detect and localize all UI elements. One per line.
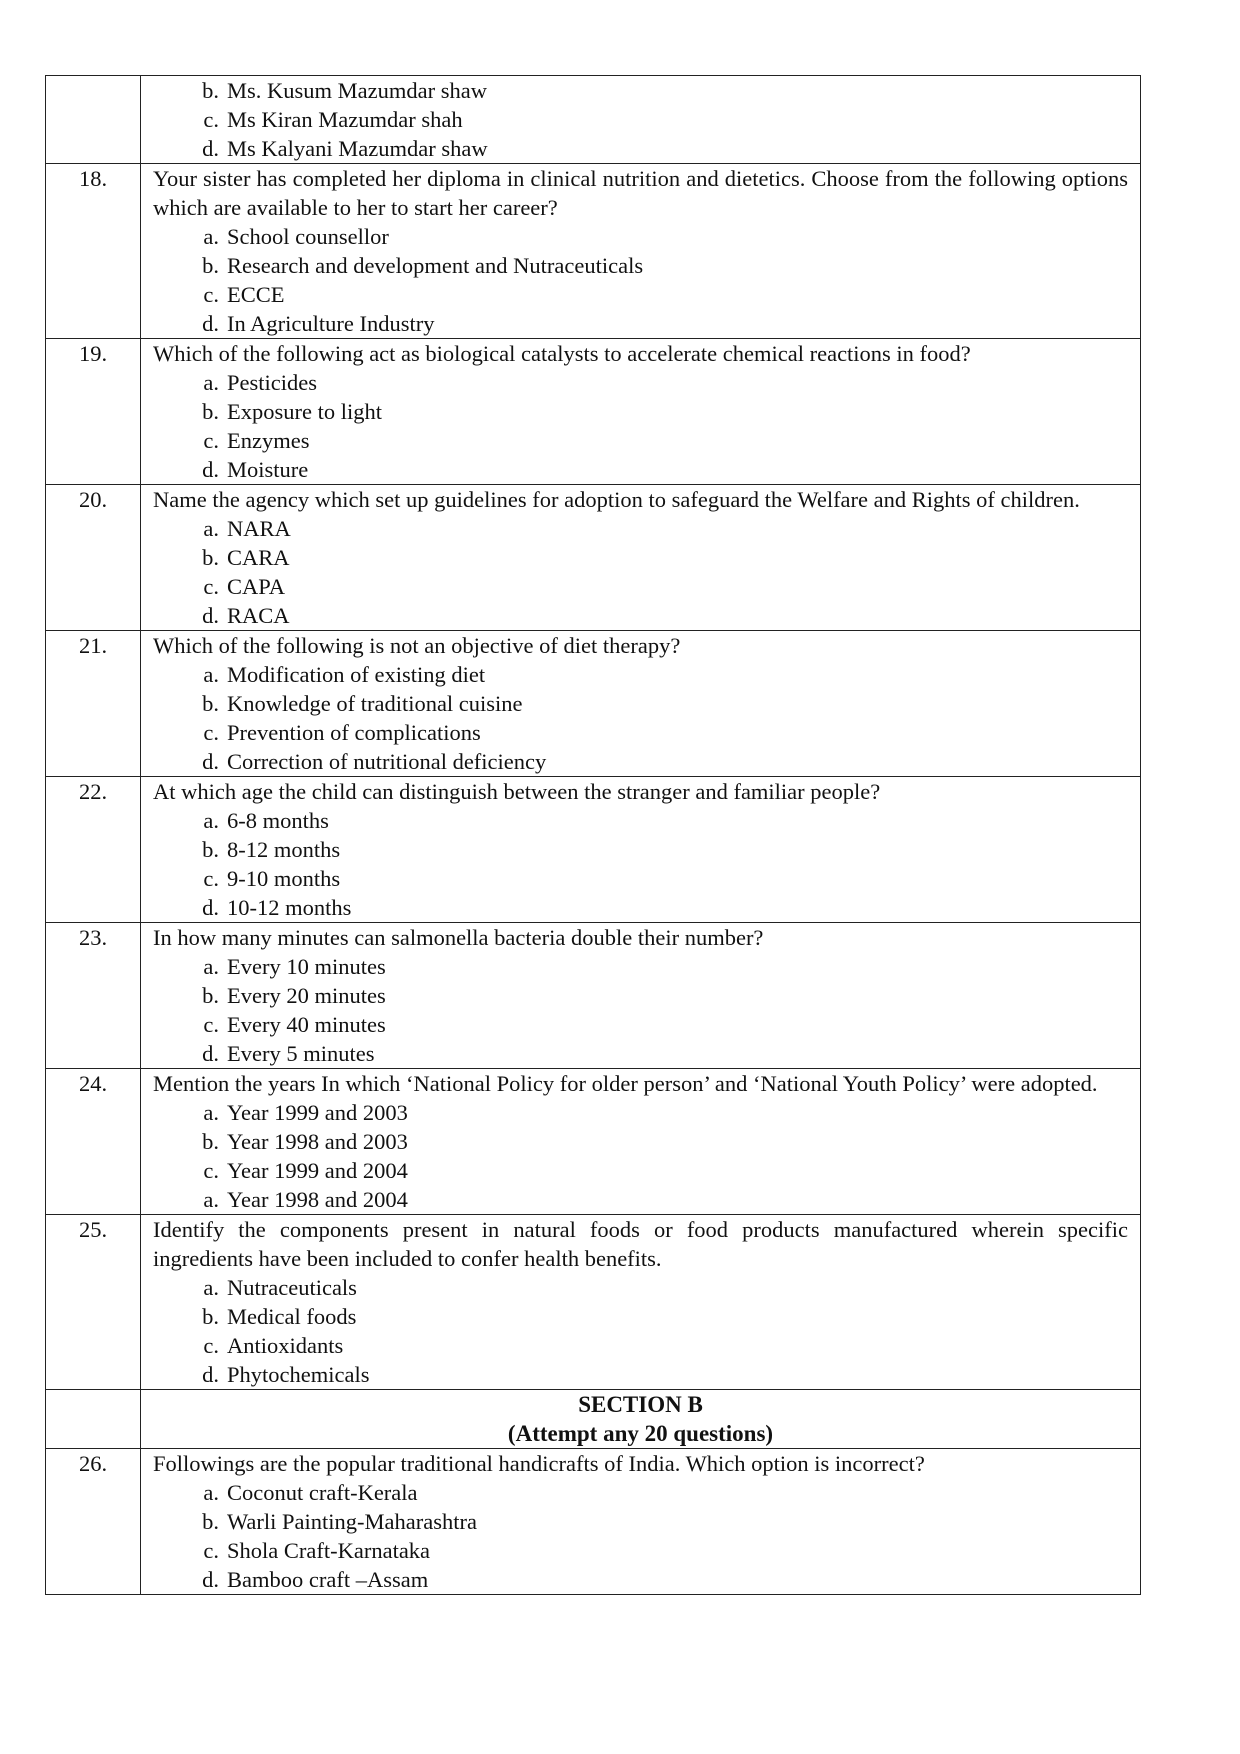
question-table-body bbox=[46, 76, 1141, 1595]
option-text: ECCE bbox=[227, 282, 285, 307]
option-letter: a. bbox=[203, 1100, 219, 1125]
question-content-cell bbox=[141, 1069, 1141, 1215]
question-number: 22. bbox=[46, 777, 141, 923]
option-item bbox=[141, 981, 1140, 1010]
question-number: 19. bbox=[46, 339, 141, 485]
exam-question-table bbox=[45, 75, 1141, 1595]
option-letter: c. bbox=[203, 1012, 219, 1037]
option-letter: c. bbox=[203, 720, 219, 745]
option-text: Every 10 minutes bbox=[227, 954, 386, 979]
option-text: Year 1998 and 2004 bbox=[227, 1187, 408, 1212]
question-row bbox=[46, 777, 1141, 923]
option-text: Ms Kiran Mazumdar shah bbox=[227, 107, 463, 132]
option-item bbox=[141, 134, 1140, 163]
question-text: Mention the years In which ‘National Policy for older person’ and ‘National Youth Policy’ were adopted. bbox=[153, 1071, 1098, 1096]
question-content-cell bbox=[141, 1215, 1141, 1390]
option-item bbox=[141, 1156, 1140, 1185]
option-item bbox=[141, 309, 1140, 338]
section-header-cell bbox=[141, 1390, 1141, 1449]
option-item bbox=[141, 76, 1140, 105]
option-letter: a. bbox=[203, 1480, 219, 1505]
option-letter: b. bbox=[202, 399, 219, 424]
option-item bbox=[141, 864, 1140, 893]
option-text: Moisture bbox=[227, 457, 309, 482]
question-row bbox=[46, 485, 1141, 631]
options-list bbox=[141, 952, 1140, 1068]
option-text: RACA bbox=[227, 603, 290, 628]
option-letter: b. bbox=[202, 78, 219, 103]
option-text: Every 20 minutes bbox=[227, 983, 386, 1008]
option-letter: c. bbox=[203, 1333, 219, 1358]
question-text: Your sister has completed her diploma in clinical nutrition and dietetics. Choose from the following options which are available to her to start her career? bbox=[153, 166, 1128, 220]
option-text: CARA bbox=[227, 545, 290, 570]
option-text: Enzymes bbox=[227, 428, 310, 453]
section-header-row bbox=[46, 1390, 1141, 1449]
question-row bbox=[46, 1449, 1141, 1595]
option-letter: a. bbox=[203, 1275, 219, 1300]
options-list bbox=[141, 368, 1140, 484]
section-title: SECTION B bbox=[578, 1392, 703, 1417]
option-letter: b. bbox=[202, 545, 219, 570]
option-letter: d. bbox=[202, 136, 219, 161]
question-number: 23. bbox=[46, 923, 141, 1069]
option-text: Every 40 minutes bbox=[227, 1012, 386, 1037]
option-letter: c. bbox=[203, 428, 219, 453]
option-text: Coconut craft-Kerala bbox=[227, 1480, 418, 1505]
option-item bbox=[141, 1565, 1140, 1594]
question-row bbox=[46, 1069, 1141, 1215]
option-text: CAPA bbox=[227, 574, 285, 599]
question-content-cell bbox=[141, 164, 1141, 339]
option-item bbox=[141, 1507, 1140, 1536]
question-number: 21. bbox=[46, 631, 141, 777]
question-content-cell bbox=[141, 339, 1141, 485]
option-letter: a. bbox=[203, 516, 219, 541]
options-list bbox=[141, 514, 1140, 630]
option-letter: d. bbox=[202, 457, 219, 482]
option-letter: d. bbox=[202, 1362, 219, 1387]
options-list bbox=[141, 1098, 1140, 1214]
option-item bbox=[141, 1536, 1140, 1565]
option-letter: a. bbox=[203, 224, 219, 249]
option-letter: c. bbox=[203, 866, 219, 891]
option-text: Exposure to light bbox=[227, 399, 382, 424]
option-text: Year 1999 and 2004 bbox=[227, 1158, 408, 1183]
option-text: 9-10 months bbox=[227, 866, 341, 891]
option-text: In Agriculture Industry bbox=[227, 311, 435, 336]
option-item bbox=[141, 514, 1140, 543]
option-text: Phytochemicals bbox=[227, 1362, 370, 1387]
option-item bbox=[141, 280, 1140, 309]
question-text: In how many minutes can salmonella bacteria double their number? bbox=[153, 925, 764, 950]
option-text: Year 1998 and 2003 bbox=[227, 1129, 408, 1154]
option-letter: b. bbox=[202, 691, 219, 716]
section-subtitle: (Attempt any 20 questions) bbox=[507, 1421, 774, 1446]
option-text: Pesticides bbox=[227, 370, 317, 395]
option-item bbox=[141, 251, 1140, 280]
option-item bbox=[141, 1360, 1140, 1389]
option-item bbox=[141, 601, 1140, 630]
question-number: 26. bbox=[46, 1449, 141, 1595]
option-letter: c. bbox=[203, 1158, 219, 1183]
option-item bbox=[141, 1273, 1140, 1302]
question-content-cell bbox=[141, 777, 1141, 923]
question-content-cell bbox=[141, 631, 1141, 777]
option-letter: a. bbox=[203, 954, 219, 979]
option-text: 10-12 months bbox=[227, 895, 352, 920]
option-text: Bamboo craft –Assam bbox=[227, 1567, 429, 1592]
option-item bbox=[141, 1098, 1140, 1127]
option-item bbox=[141, 747, 1140, 776]
option-letter: c. bbox=[203, 574, 219, 599]
question-number: 20. bbox=[46, 485, 141, 631]
option-text: Correction of nutritional deficiency bbox=[227, 749, 547, 774]
question-text: At which age the child can distinguish between the stranger and familiar people? bbox=[153, 779, 881, 804]
option-text: Antioxidants bbox=[227, 1333, 344, 1358]
options-list bbox=[141, 1273, 1140, 1389]
option-text: 8-12 months bbox=[227, 837, 341, 862]
option-letter: a. bbox=[203, 662, 219, 687]
option-text: Ms. Kusum Mazumdar shaw bbox=[227, 78, 487, 103]
question-number: 18. bbox=[46, 164, 141, 339]
question-text: Name the agency which set up guidelines for adoption to safeguard the Welfare and Rights of children. bbox=[153, 487, 1080, 512]
option-text: Knowledge of traditional cuisine bbox=[227, 691, 523, 716]
option-item bbox=[141, 689, 1140, 718]
option-letter: b. bbox=[202, 837, 219, 862]
question-number-cell bbox=[46, 76, 141, 164]
option-item bbox=[141, 1039, 1140, 1068]
option-letter: d. bbox=[202, 895, 219, 920]
option-item bbox=[141, 426, 1140, 455]
option-item bbox=[141, 1010, 1140, 1039]
question-text: Which of the following is not an objective of diet therapy? bbox=[153, 633, 681, 658]
question-row bbox=[46, 164, 1141, 339]
option-text: Shola Craft-Karnataka bbox=[227, 1538, 431, 1563]
option-letter: d. bbox=[202, 603, 219, 628]
question-content-cell bbox=[141, 923, 1141, 1069]
option-letter: d. bbox=[202, 311, 219, 336]
question-row bbox=[46, 631, 1141, 777]
option-text: Year 1999 and 2003 bbox=[227, 1100, 408, 1125]
option-item bbox=[141, 1478, 1140, 1507]
option-text: Nutraceuticals bbox=[227, 1275, 357, 1300]
question-row bbox=[46, 339, 1141, 485]
option-item bbox=[141, 1302, 1140, 1331]
question-number: 25. bbox=[46, 1215, 141, 1390]
option-item bbox=[141, 1331, 1140, 1360]
option-text: 6-8 months bbox=[227, 808, 329, 833]
options-list bbox=[141, 1478, 1140, 1594]
question-text: Which of the following act as biological catalysts to accelerate chemical reactions in food? bbox=[153, 341, 971, 366]
option-item bbox=[141, 1127, 1140, 1156]
option-letter: a. bbox=[203, 1187, 219, 1212]
option-text: School counsellor bbox=[227, 224, 389, 249]
option-item bbox=[141, 455, 1140, 484]
options-list bbox=[141, 806, 1140, 922]
option-text: Prevention of complications bbox=[227, 720, 481, 745]
question-row bbox=[46, 1215, 1141, 1390]
option-item bbox=[141, 718, 1140, 747]
question-row bbox=[46, 923, 1141, 1069]
option-item bbox=[141, 660, 1140, 689]
option-item bbox=[141, 835, 1140, 864]
question-number: 24. bbox=[46, 1069, 141, 1215]
option-letter: d. bbox=[202, 1567, 219, 1592]
question-text: Followings are the popular traditional handicrafts of India. Which option is incorrect? bbox=[153, 1451, 925, 1476]
option-letter: c. bbox=[203, 107, 219, 132]
option-letter: c. bbox=[203, 1538, 219, 1563]
option-item bbox=[141, 572, 1140, 601]
option-item bbox=[141, 893, 1140, 922]
option-letter: b. bbox=[202, 1129, 219, 1154]
option-letter: b. bbox=[202, 983, 219, 1008]
question-content-cell bbox=[141, 76, 1141, 164]
option-letter: b. bbox=[202, 253, 219, 278]
option-letter: a. bbox=[203, 808, 219, 833]
option-text: Medical foods bbox=[227, 1304, 357, 1329]
option-letter: b. bbox=[202, 1509, 219, 1534]
option-letter: c. bbox=[203, 282, 219, 307]
option-item bbox=[141, 397, 1140, 426]
option-text: Modification of existing diet bbox=[227, 662, 486, 687]
question-text: Identify the components present in natural foods or food products manufactured wherein specific ingredients have been included to confer health benefits. bbox=[153, 1217, 1128, 1271]
options-list bbox=[141, 76, 1140, 163]
option-item bbox=[141, 105, 1140, 134]
question-content-cell bbox=[141, 1449, 1141, 1595]
option-text: Ms Kalyani Mazumdar shaw bbox=[227, 136, 488, 161]
option-text: NARA bbox=[227, 516, 291, 541]
question-content-cell bbox=[141, 485, 1141, 631]
option-letter: d. bbox=[202, 749, 219, 774]
option-letter: d. bbox=[202, 1041, 219, 1066]
options-list bbox=[141, 660, 1140, 776]
option-item bbox=[141, 222, 1140, 251]
option-item bbox=[141, 1185, 1140, 1214]
option-text: Research and development and Nutraceuticals bbox=[227, 253, 644, 278]
option-letter: b. bbox=[202, 1304, 219, 1329]
options-list bbox=[141, 222, 1140, 338]
option-item bbox=[141, 806, 1140, 835]
option-text: Warli Painting-Maharashtra bbox=[227, 1509, 477, 1534]
option-letter: a. bbox=[203, 370, 219, 395]
option-item bbox=[141, 368, 1140, 397]
option-text: Every 5 minutes bbox=[227, 1041, 375, 1066]
question-number-cell bbox=[46, 1390, 141, 1449]
option-item bbox=[141, 952, 1140, 981]
continued-question-row bbox=[46, 76, 1141, 164]
option-item bbox=[141, 543, 1140, 572]
